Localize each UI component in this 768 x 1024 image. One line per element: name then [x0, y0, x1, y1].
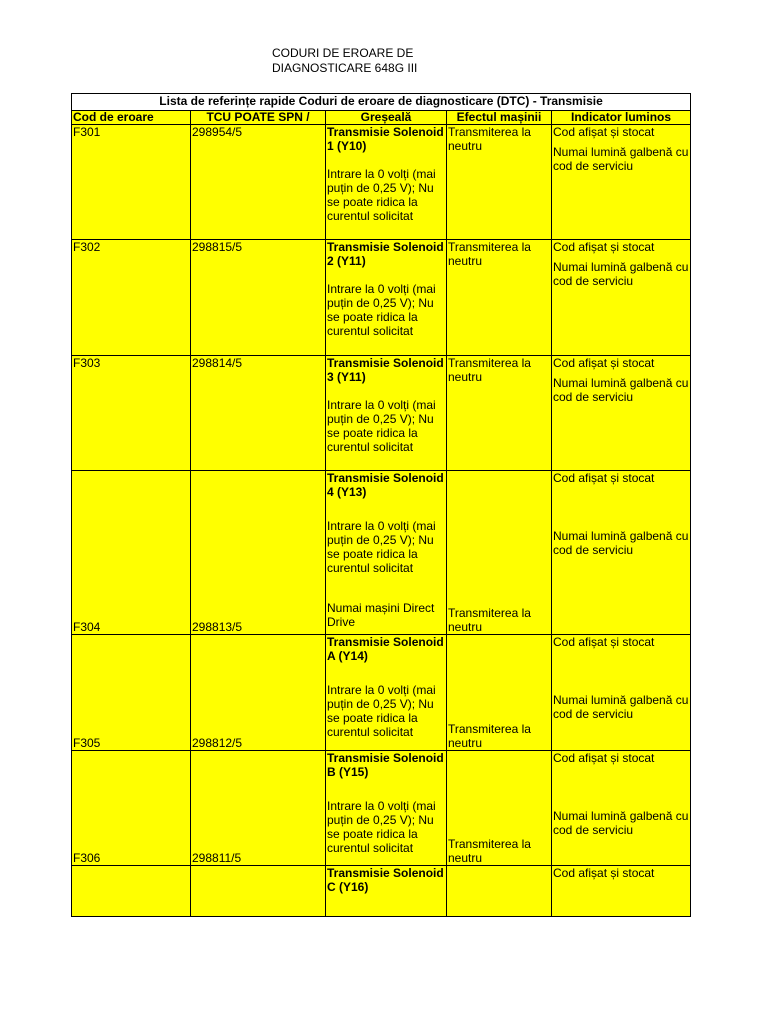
table-row	[72, 635, 691, 751]
indicator-sub: Numai lumină galbenă cu cod de serviciu	[553, 260, 689, 288]
indicator-sub: Numai lumină galbenă cu cod de serviciu	[553, 809, 689, 837]
fault-note: Numai mașini Direct Drive	[327, 601, 435, 629]
indicator-sub: Numai lumină galbenă cu cod de serviciu	[553, 693, 689, 721]
indicator-sub: Numai lumină galbenă cu cod de serviciu	[553, 145, 689, 173]
cell-spn	[191, 866, 326, 917]
cell-spn: 298954/5	[191, 125, 326, 240]
header-indicator: Indicator luminos	[552, 111, 691, 125]
indicator-main: Cod afișat și stocat	[553, 125, 655, 139]
document-title: CODURI DE EROARE DE DIAGNOSTICARE 648G III	[272, 46, 418, 75]
cell-code: F306	[72, 751, 191, 866]
cell-effect: Transmiterea la neutru	[447, 635, 552, 751]
table-caption-row	[72, 94, 691, 111]
fault-detail: Intrare la 0 volți (mai puțin de 0,25 V); Nu se poate ridica la curentul solicitat	[327, 398, 436, 454]
cell-code	[72, 866, 191, 917]
indicator-main: Cod afișat și stocat	[553, 751, 655, 765]
cell-effect: Transmiterea la neutru	[447, 125, 552, 240]
table-row	[72, 866, 691, 917]
cell-fault	[326, 125, 447, 240]
cell-fault	[326, 635, 447, 751]
cell-spn: 298812/5	[191, 635, 326, 751]
table-row	[72, 240, 691, 356]
cell-fault	[326, 866, 447, 917]
cell-effect: Transmiterea la neutru	[447, 471, 552, 635]
fault-detail: Intrare la 0 volți (mai puțin de 0,25 V); Nu se poate ridica la curentul solicitat	[327, 683, 436, 739]
cell-spn: 298811/5	[191, 751, 326, 866]
dtc-table	[71, 93, 691, 917]
fault-detail: Intrare la 0 volți (mai puțin de 0,25 V); Nu se poate ridica la curentul solicitat	[327, 519, 436, 575]
table-caption: Lista de referințe rapide Coduri de eroare de diagnosticare (DTC) - Transmisie	[72, 94, 691, 111]
table-row	[72, 356, 691, 471]
header-fault: Greșeală	[326, 111, 447, 125]
cell-effect: Transmiterea la neutru	[447, 240, 552, 356]
header-effect: Efectul mașinii	[447, 111, 552, 125]
fault-title: Transmisie Solenoid 3 (Y11)	[327, 356, 444, 384]
fault-title: Transmisie Solenoid A (Y14)	[327, 635, 444, 663]
cell-spn: 298814/5	[191, 356, 326, 471]
cell-fault	[326, 240, 447, 356]
cell-fault	[326, 471, 447, 635]
cell-code: F302	[72, 240, 191, 356]
cell-effect: Transmiterea la neutru	[447, 356, 552, 471]
indicator-main: Cod afișat și stocat	[553, 240, 655, 254]
table-row	[72, 751, 691, 866]
cell-code: F305	[72, 635, 191, 751]
cell-indicator	[552, 356, 691, 471]
cell-fault	[326, 356, 447, 471]
cell-spn: 298815/5	[191, 240, 326, 356]
header-code: Cod de eroare	[72, 111, 191, 125]
indicator-main: Cod afișat și stocat	[553, 471, 655, 485]
cell-effect: Transmiterea la neutru	[447, 751, 552, 866]
indicator-sub: Numai lumină galbenă cu cod de serviciu	[553, 376, 689, 404]
cell-code: F301	[72, 125, 191, 240]
fault-detail: Intrare la 0 volți (mai puțin de 0,25 V); Nu se poate ridica la curentul solicitat	[327, 282, 436, 338]
cell-spn: 298813/5	[191, 471, 326, 635]
indicator-main: Cod afișat și stocat	[553, 635, 655, 649]
header-spn: TCU POATE SPN /	[191, 111, 326, 125]
table-row	[72, 125, 691, 240]
indicator-main: Cod afișat și stocat	[553, 866, 655, 880]
fault-title: Transmisie Solenoid B (Y15)	[327, 751, 444, 779]
indicator-main: Cod afișat și stocat	[553, 356, 655, 370]
cell-indicator	[552, 125, 691, 240]
fault-title: Transmisie Solenoid 1 (Y10)	[327, 125, 444, 153]
cell-fault	[326, 751, 447, 866]
cell-effect	[447, 866, 552, 917]
fault-title: Transmisie Solenoid 2 (Y11)	[327, 240, 444, 268]
fault-title: Transmisie Solenoid 4 (Y13)	[327, 471, 444, 499]
fault-detail: Intrare la 0 volți (mai puțin de 0,25 V); Nu se poate ridica la curentul solicitat	[327, 799, 436, 855]
cell-indicator	[552, 751, 691, 866]
fault-detail: Intrare la 0 volți (mai puțin de 0,25 V); Nu se poate ridica la curentul solicitat	[327, 167, 436, 223]
cell-indicator	[552, 635, 691, 751]
table-header-row	[72, 111, 691, 125]
cell-indicator	[552, 471, 691, 635]
table-row	[72, 471, 691, 635]
indicator-sub: Numai lumină galbenă cu cod de serviciu	[553, 529, 689, 557]
cell-code: F303	[72, 356, 191, 471]
fault-title: Transmisie Solenoid C (Y16)	[327, 866, 444, 894]
cell-indicator	[552, 240, 691, 356]
cell-code: F304	[72, 471, 191, 635]
cell-indicator	[552, 866, 691, 917]
